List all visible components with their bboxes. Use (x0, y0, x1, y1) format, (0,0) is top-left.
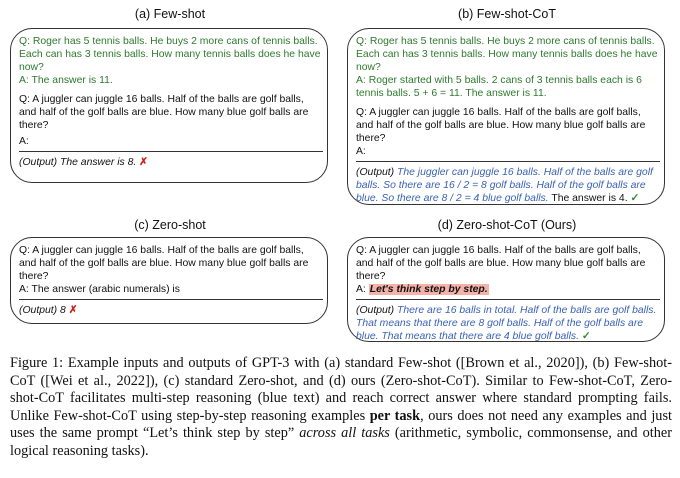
panel-b-output-label: (Output) (356, 167, 395, 178)
caption-text-2: , ours does not need any examples and just uses the same prompt “Let’s think step by step” (10, 407, 672, 442)
panel-b-output-reasoning: The juggler can juggle 16 balls. Half of the balls are golf balls. So there are 16 / 2 = 8 golf balls. Half of the golf balls are blue. So there are 8 / 2 = 4 blue golf balls. (356, 167, 653, 204)
caption-bold-per-task: per task (369, 407, 421, 424)
cross-icon: ✗ (139, 157, 148, 168)
panel-a-output-label: (Output) (19, 157, 58, 168)
panel-b-divider (356, 161, 660, 162)
panel-b-example-question: Q: Roger has 5 tennis balls. He buys 2 more cans of tennis balls. Each can has 3 tennis balls. How many tennis balls does he have now? (356, 36, 658, 73)
panel-a-output (19, 156, 321, 169)
panel-c-output-text: 8 (60, 305, 66, 316)
panel-c-title: (c) Zero-shot (134, 218, 206, 232)
figure-caption (10, 355, 672, 461)
panel-b-box (347, 28, 665, 205)
panel-b-answer-prompt: A: (356, 146, 366, 157)
panel-a-example-answer: A: The answer is 11. (19, 75, 113, 86)
caption-text-3: (arithmetic, symbolic, commonsense, and other logical reasoning tasks). (10, 425, 672, 459)
panel-b-question: Q: A juggler can juggle 16 balls. Half of the balls are golf balls, and half of the golf balls are blue. How many blue golf balls are there? (356, 107, 646, 144)
panel-c-output-label: (Output) (19, 305, 58, 316)
panel-a-divider (19, 151, 323, 152)
panel-a-output-text: The answer is 8. (60, 157, 137, 168)
panel-b-example-answer: A: Roger started with 5 balls. 2 cans of 3 tennis balls each is 6 tennis balls. 5 + 6 = 11. The answer is 11. (356, 75, 642, 99)
panel-d-divider (356, 299, 660, 300)
check-icon: ✓ (630, 193, 640, 204)
panel-d-output-label: (Output) (356, 305, 395, 316)
panel-b-title: (b) Few-shot-CoT (458, 7, 556, 21)
caption-italic-across-all-tasks: across all tasks (299, 425, 390, 442)
panel-c-divider (19, 299, 323, 300)
panel-d-answer-prefix: A: (356, 284, 366, 295)
panel-d-trigger-prompt: Let's think step by step. (369, 284, 488, 295)
panel-a-title: (a) Few-shot (134, 7, 206, 21)
panel-c-answer-prompt: A: The answer (arabic numerals) is (19, 284, 180, 295)
panel-b-output-answer: The answer is 4. (551, 193, 628, 204)
panel-a-box (10, 28, 328, 183)
panel-d-question: Q: A juggler can juggle 16 balls. Half of the balls are golf balls, and half of the golf balls are blue. How many blue golf balls are there? (356, 245, 646, 282)
panel-b-output (356, 166, 658, 205)
panel-a-answer-prompt: A: (19, 136, 29, 147)
panel-a-question: Q: A juggler can juggle 16 balls. Half of the balls are golf balls, and half of the golf balls are blue. How many blue golf balls are there? (19, 94, 309, 131)
check-icon: ✓ (581, 331, 591, 342)
panel-a-example-question: Q: Roger has 5 tennis balls. He buys 2 more cans of tennis balls. Each can has 3 tennis balls. How many tennis balls does he have now? (19, 36, 321, 73)
panel-c-box (10, 237, 328, 324)
panel-d-output-reasoning: There are 16 balls in total. Half of the balls are golf balls. That means that there are 8 golf balls. Half of the golf balls are blue. That means that there are 4 blue golf balls. (356, 305, 657, 342)
panel-d-answer-prompt (356, 283, 658, 296)
panel-d-title: (d) Zero-shot-CoT (Ours) (437, 218, 577, 232)
cross-icon: ✗ (68, 305, 78, 316)
caption-text-1: Figure 1: Example inputs and outputs of GPT-3 with (a) standard Few-shot ([Brown et al., 2020]), (b) Few-shot-CoT ([Wei et al., 2022]), (c) standard Zero-shot, and (d) ours (Zero-shot-CoT). Similar to Few-shot-CoT, Zero-shot-CoT facilitates multi-step reasoning (blue text) and reach correct answer where standard prompting fails. Unlike Few-shot-CoT using step-by-step reasoning examples (10, 355, 672, 424)
panel-c-output (19, 304, 321, 317)
panel-d-output (356, 304, 658, 343)
panel-d-box (347, 237, 665, 342)
panel-c-question: Q: A juggler can juggle 16 balls. Half of the balls are golf balls, and half of the golf balls are blue. How many blue golf balls are there? (19, 245, 309, 282)
